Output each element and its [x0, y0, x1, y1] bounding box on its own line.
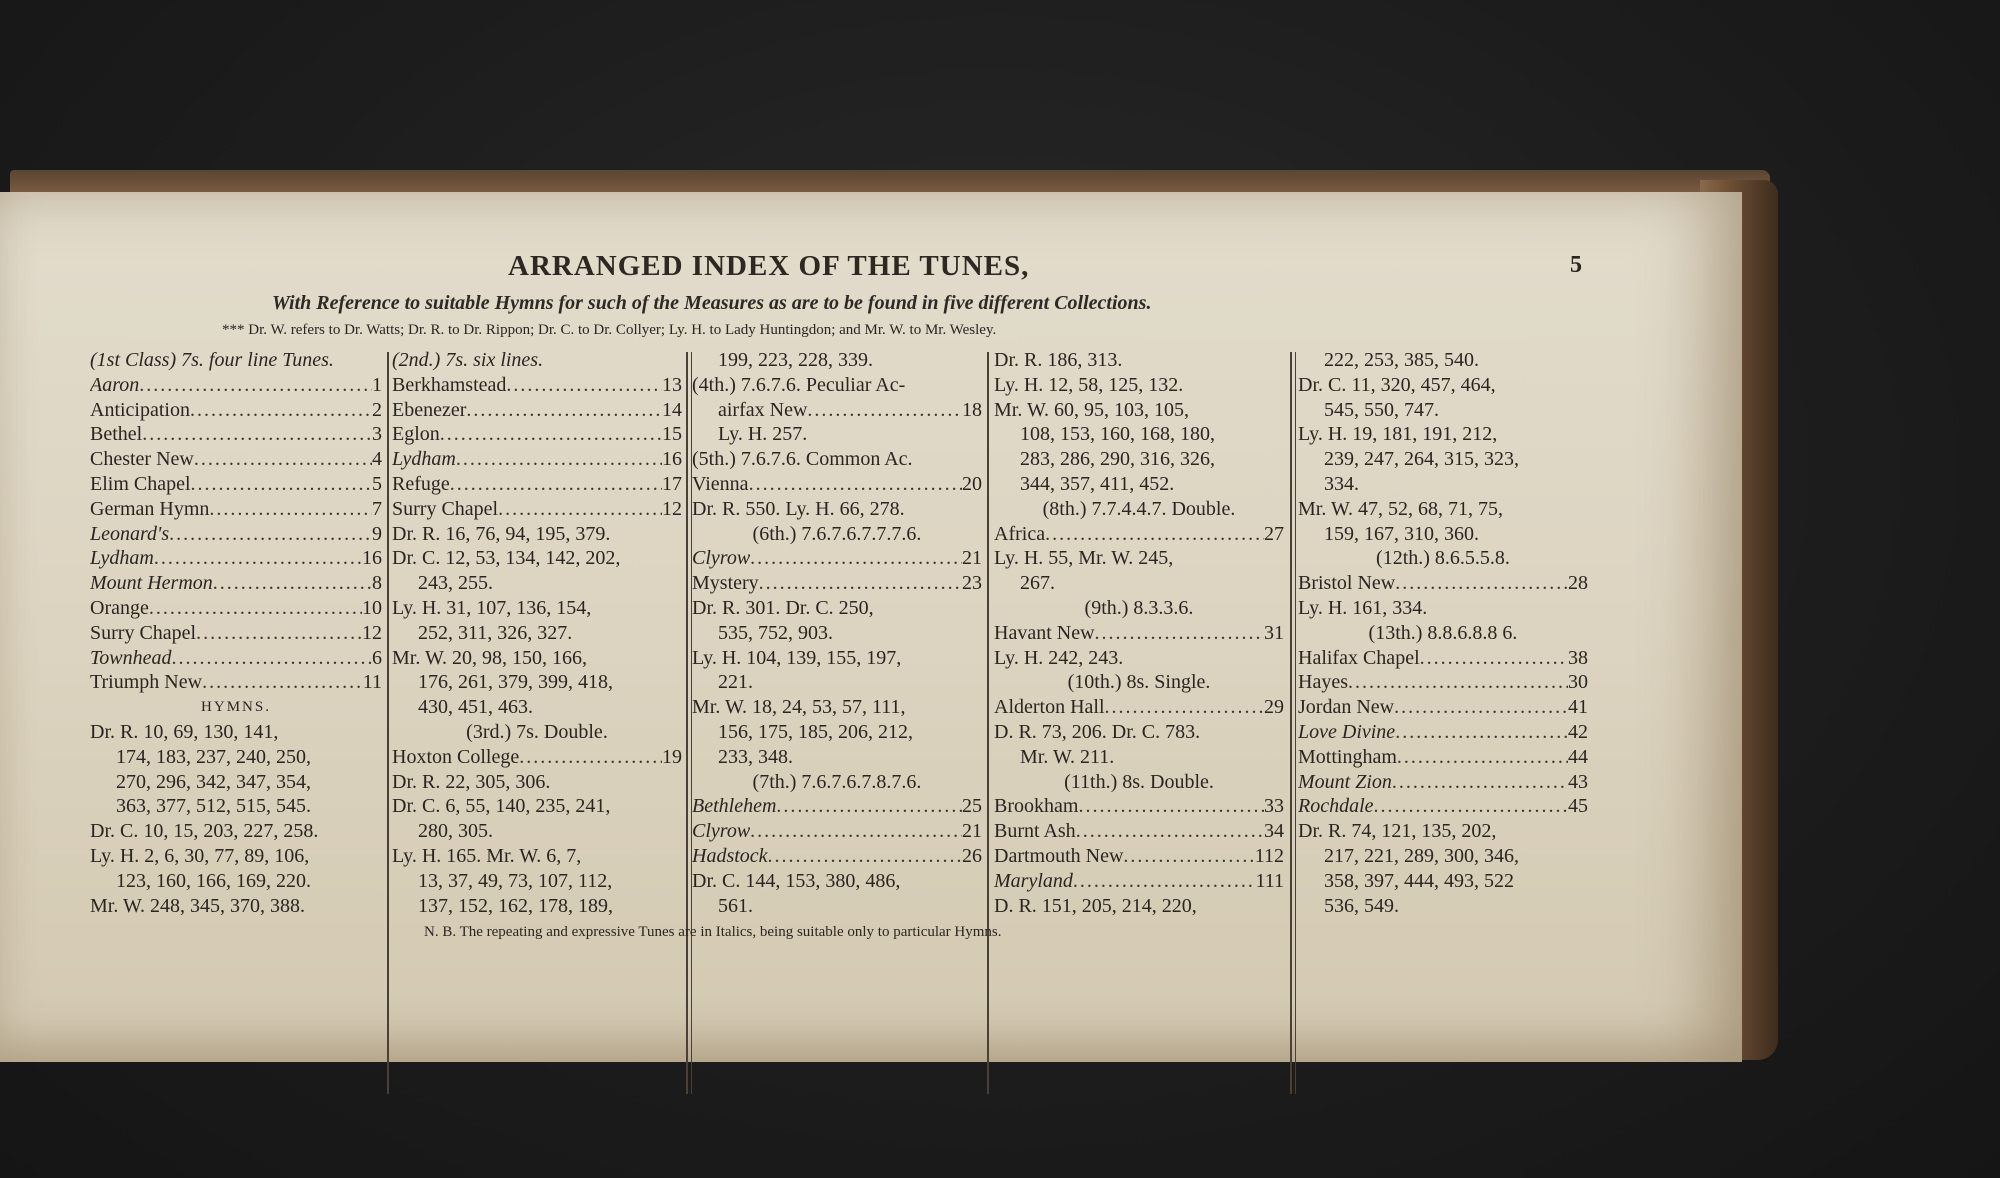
tune-name: Love Divine — [1298, 720, 1396, 743]
hymn-reference: Dr. C. 11, 320, 457, 464, — [1298, 373, 1496, 396]
tune-entry — [90, 646, 382, 671]
leader-dots — [759, 571, 962, 596]
hymn-reference: 13, 37, 49, 73, 107, 112, — [418, 869, 613, 892]
tune-number: 25 — [962, 795, 982, 818]
tune-entry — [994, 794, 1284, 819]
tune-entry — [90, 472, 382, 497]
leader-dots — [149, 596, 362, 621]
leader-dots — [1078, 794, 1264, 819]
column-divider — [1290, 352, 1292, 1094]
tune-number: 38 — [1568, 646, 1588, 669]
hymn-reference: Dr. C. 12, 53, 134, 142, 202, — [392, 547, 621, 570]
leader-dots — [169, 522, 372, 547]
tune-number: 41 — [1568, 696, 1588, 719]
hymn-reference: 363, 377, 512, 515, 545. — [116, 795, 311, 818]
tune-name: Hadstock — [692, 844, 768, 867]
tune-name: Dartmouth New — [994, 844, 1124, 867]
tune-entry — [90, 670, 382, 695]
hymn-reference: 535, 752, 903. — [718, 621, 833, 644]
tune-number: 42 — [1568, 720, 1588, 743]
tune-number: 26 — [962, 844, 982, 867]
tune-number: 12 — [362, 621, 382, 644]
hymn-reference: 233, 348. — [718, 745, 793, 768]
hymn-reference: 267. — [1020, 572, 1055, 595]
hymn-reference: 430, 451, 463. — [418, 696, 533, 719]
leader-dots — [1123, 844, 1254, 869]
hymn-reference: Ly. H. 257. — [718, 423, 808, 446]
hymn-reference: Dr. R. 186, 313. — [994, 349, 1123, 371]
tune-number: 34 — [1264, 820, 1284, 843]
tune-entry — [692, 546, 982, 571]
tune-number: 44 — [1568, 745, 1588, 768]
tune-name: Eglon — [392, 423, 440, 446]
tune-number: 16 — [362, 547, 382, 570]
tune-entry — [90, 546, 382, 571]
tune-name: Refuge — [392, 472, 450, 495]
tune-entry — [692, 819, 982, 844]
tune-name: Leonard's — [90, 522, 170, 545]
tune-entry — [90, 596, 382, 621]
tune-number: 29 — [1264, 696, 1284, 719]
tune-entry — [90, 422, 382, 447]
hymn-reference: Dr. C. 10, 15, 203, 227, 258. — [90, 820, 319, 843]
book-page — [0, 192, 1742, 1062]
tune-entry — [392, 472, 682, 497]
tune-name: Clyrow — [692, 547, 751, 570]
hymn-reference: 137, 152, 162, 178, 189, — [418, 894, 613, 917]
leader-dots — [807, 398, 962, 423]
leader-dots — [776, 794, 962, 819]
leader-dots — [450, 472, 662, 497]
tune-number: 20 — [962, 472, 982, 495]
leader-dots — [139, 373, 372, 398]
tune-entry — [994, 819, 1284, 844]
tune-number: 31 — [1264, 621, 1284, 644]
tune-name: Mottingham — [1298, 745, 1397, 768]
hymn-reference: 283, 286, 290, 316, 326, — [1020, 448, 1215, 471]
hymn-reference: Ly. H. 2, 6, 30, 77, 89, 106, — [90, 844, 310, 867]
tune-number: 5 — [372, 472, 382, 495]
tune-number: 17 — [662, 472, 682, 495]
hymn-reference: 174, 183, 237, 240, 250, — [116, 745, 311, 768]
hymn-reference: Ly. H. 104, 139, 155, 197, — [692, 646, 902, 669]
measure-heading: (12th.) 8.6.5.5.8. — [1376, 547, 1510, 570]
hymns-heading: HYMNS. — [201, 699, 271, 716]
measure-heading: (10th.) 8s. Single. — [1067, 671, 1211, 694]
tune-entry — [90, 373, 382, 398]
tune-name: Bristol New — [1298, 572, 1396, 595]
tune-name: Chester New — [90, 448, 194, 471]
hymn-reference: Ly. H. 165. Mr. W. 6, 7, — [392, 844, 582, 867]
tune-entry — [1298, 646, 1588, 671]
hymn-reference: (5th.) 7.6.7.6. Common Ac. — [692, 448, 913, 471]
index-column-1 — [90, 348, 382, 918]
leader-dots — [519, 745, 662, 770]
measure-heading: (6th.) 7.6.7.6.7.7.7.6. — [752, 522, 922, 545]
tune-name: Townhead — [90, 646, 172, 669]
hymn-reference: 358, 397, 444, 493, 522 — [1324, 869, 1514, 892]
leader-dots — [1395, 571, 1568, 596]
measure-heading: (11th.) 8s. Double. — [1064, 770, 1214, 793]
tune-name: Bethel — [90, 423, 143, 446]
tune-name: Hayes — [1298, 671, 1348, 694]
hymn-reference: (4th.) 7.6.7.6. Peculiar Ac- — [692, 373, 906, 396]
tune-entry — [90, 571, 382, 596]
hymn-reference: 545, 550, 747. — [1324, 398, 1439, 421]
tune-entry — [392, 422, 682, 447]
leader-dots — [172, 646, 372, 671]
leader-dots — [154, 546, 362, 571]
leader-dots — [1095, 621, 1264, 646]
hymn-reference: 199, 223, 228, 339. — [718, 349, 873, 371]
tune-name: Jordan New — [1298, 696, 1395, 719]
measure-heading: (7th.) 7.6.7.6.7.8.7.6. — [752, 770, 922, 793]
leader-dots — [1392, 770, 1568, 795]
tune-number: 12 — [662, 497, 682, 520]
tune-entry — [392, 745, 682, 770]
tune-name: Rochdale — [1298, 795, 1374, 818]
tune-name: Orange — [90, 596, 149, 619]
tune-name: Africa — [994, 522, 1046, 545]
class-heading: (2nd.) 7s. six lines. — [392, 349, 544, 371]
tune-number: 3 — [372, 423, 382, 446]
hymn-reference: D. R. 73, 206. Dr. C. 783. — [994, 720, 1201, 743]
hymn-reference: Mr. W. 20, 98, 150, 166, — [392, 646, 588, 669]
tune-number: 10 — [362, 596, 382, 619]
tune-number: 7 — [372, 497, 382, 520]
hymn-reference: Mr. W. 18, 24, 53, 57, 111, — [692, 696, 906, 719]
class-heading: (1st Class) 7s. four line Tunes. — [90, 349, 334, 371]
tune-number: 30 — [1568, 671, 1588, 694]
leader-dots — [1420, 646, 1568, 671]
index-column-3 — [692, 348, 982, 918]
hymn-reference: 176, 261, 379, 399, 418, — [418, 671, 613, 694]
leader-dots — [768, 844, 962, 869]
hymn-reference: Dr. R. 22, 305, 306. — [392, 770, 551, 793]
tune-number: 33 — [1264, 795, 1284, 818]
tune-entry — [1298, 720, 1588, 745]
tune-name: Surry Chapel — [90, 621, 197, 644]
hymn-reference: Mr. W. 47, 52, 68, 71, 75, — [1298, 497, 1504, 520]
column-divider — [987, 352, 989, 1094]
tune-number: 16 — [662, 448, 682, 471]
tune-name: Vienna — [692, 472, 749, 495]
hymn-reference: 280, 305. — [418, 820, 493, 843]
page-number: 5 — [1570, 252, 1582, 278]
leader-dots — [142, 422, 372, 447]
hymn-reference: 239, 247, 264, 315, 323, — [1324, 448, 1519, 471]
tune-number: 43 — [1568, 770, 1588, 793]
hymn-reference: Dr. R. 74, 121, 135, 202, — [1298, 820, 1497, 843]
tune-entry — [392, 398, 682, 423]
hymn-reference: Dr. R. 550. Ly. H. 66, 278. — [692, 497, 905, 520]
tune-number: 27 — [1264, 522, 1284, 545]
tune-entry — [90, 497, 382, 522]
footnote: N. B. The repeating and expressive Tunes are in Italics, being suitable only to particular Hymns. — [424, 924, 1002, 940]
tune-entry — [392, 497, 682, 522]
tune-number: 112 — [1254, 844, 1284, 867]
leader-dots — [440, 422, 662, 447]
tune-name: Lydham — [90, 547, 154, 570]
measure-heading: (8th.) 7.7.4.4.7. Double. — [1042, 497, 1236, 520]
index-column-4 — [994, 348, 1284, 918]
tune-entry — [1298, 794, 1588, 819]
tune-name: Bethlehem — [692, 795, 777, 818]
leader-dots — [196, 621, 362, 646]
tune-entry — [692, 844, 982, 869]
tune-name: Berkhamstead — [392, 373, 507, 396]
hymn-reference: 561. — [718, 894, 753, 917]
hymn-reference: Ly. H. 12, 58, 125, 132. — [994, 373, 1184, 396]
tune-name: Anticipation — [90, 398, 190, 421]
tune-name: Lydham — [392, 448, 456, 471]
leader-dots — [1395, 720, 1568, 745]
leader-dots — [1397, 745, 1568, 770]
tune-number: 111 — [1255, 869, 1284, 892]
hymn-reference: Mr. W. 60, 95, 103, 105, — [994, 398, 1190, 421]
tune-name: Burnt Ash — [994, 820, 1076, 843]
hymn-reference: 217, 221, 289, 300, 346, — [1324, 844, 1519, 867]
hymn-reference: 344, 357, 411, 452. — [1020, 472, 1175, 495]
hymn-reference: D. R. 151, 205, 214, 220, — [994, 894, 1197, 917]
tune-name: Mount Hermon — [90, 572, 213, 595]
tune-entry — [994, 522, 1284, 547]
tune-entry — [90, 447, 382, 472]
tune-name: Mount Zion — [1298, 770, 1392, 793]
page-title: ARRANGED INDEX OF THE TUNES, — [508, 250, 1030, 282]
hymn-reference: Dr. R. 10, 69, 130, 141, — [90, 720, 279, 743]
index-column-2 — [392, 348, 682, 918]
tune-entry — [1298, 745, 1588, 770]
tune-name: Halifax Chapel — [1298, 646, 1420, 669]
tune-name: German Hymn — [90, 497, 210, 520]
tune-name: Brookham — [994, 795, 1079, 818]
leader-dots — [213, 571, 372, 596]
tune-number: 13 — [662, 373, 682, 396]
measure-heading: (13th.) 8.8.6.8.8 6. — [1368, 621, 1518, 644]
hymn-reference: Ly. H. 31, 107, 136, 154, — [392, 596, 592, 619]
leader-dots — [1045, 522, 1264, 547]
hymn-reference: 536, 549. — [1324, 894, 1399, 917]
tune-number: 14 — [662, 398, 682, 421]
leader-dots — [1076, 819, 1264, 844]
tune-entry — [90, 398, 382, 423]
tune-name: Ebenezer — [392, 398, 467, 421]
hymn-reference: Dr. C. 144, 153, 380, 486, — [692, 869, 901, 892]
hymn-reference: Mr. W. 248, 345, 370, 388. — [90, 894, 306, 917]
leader-dots — [1105, 695, 1264, 720]
hymn-reference: Ly. H. 55, Mr. W. 245, — [994, 547, 1174, 570]
hymn-reference: Dr. C. 6, 55, 140, 235, 241, — [392, 795, 611, 818]
tune-entry — [392, 373, 682, 398]
tune-name: Alderton Hall — [994, 696, 1105, 719]
tune-entry — [90, 522, 382, 547]
tune-number: 28 — [1568, 572, 1588, 595]
tune-entry — [392, 447, 682, 472]
tune-number: 45 — [1568, 795, 1588, 818]
tune-number: 8 — [372, 572, 382, 595]
hymn-reference: 123, 160, 166, 169, 220. — [116, 869, 311, 892]
tune-number: 4 — [372, 448, 382, 471]
leader-dots — [191, 472, 372, 497]
tune-number: 19 — [662, 745, 682, 768]
hymn-reference: 108, 153, 160, 168, 180, — [1020, 423, 1215, 446]
tune-number: 1 — [372, 373, 382, 396]
tune-name: Elim Chapel — [90, 472, 191, 495]
tune-number: 18 — [962, 398, 982, 421]
leader-dots — [750, 546, 962, 571]
hymn-reference: Dr. R. 301. Dr. C. 250, — [692, 596, 874, 619]
leader-dots — [1374, 794, 1568, 819]
tune-name: Hoxton College — [392, 745, 520, 768]
leader-dots — [190, 398, 372, 423]
hymn-reference: Ly. H. 242, 243. — [994, 646, 1124, 669]
hymn-reference: 221. — [718, 671, 753, 694]
hymn-reference: 252, 311, 326, 327. — [418, 621, 573, 644]
leader-dots — [209, 497, 372, 522]
hymn-reference: 159, 167, 310, 360. — [1324, 522, 1479, 545]
tune-name: Maryland — [994, 869, 1073, 892]
leader-dots — [456, 447, 662, 472]
tune-number: 6 — [372, 646, 382, 669]
index-column-5 — [1298, 348, 1588, 918]
tune-entry — [692, 472, 982, 497]
tune-name: Havant New — [994, 621, 1095, 644]
hymn-reference: 222, 253, 385, 540. — [1324, 349, 1479, 371]
leader-dots — [750, 819, 962, 844]
tune-number: 2 — [372, 398, 382, 421]
measure-heading: (9th.) 8.3.3.6. — [1084, 596, 1194, 619]
leader-dots — [1348, 670, 1568, 695]
hymn-reference: 243, 255. — [418, 572, 493, 595]
leader-dots — [194, 447, 372, 472]
tune-entry — [692, 571, 982, 596]
leader-dots — [506, 373, 662, 398]
tune-name: Surry Chapel — [392, 497, 499, 520]
tune-entry — [994, 695, 1284, 720]
tune-number: 9 — [372, 522, 382, 545]
tune-entry — [90, 621, 382, 646]
tune-entry — [994, 844, 1284, 869]
page-subtitle: With Reference to suitable Hymns for such of the Measures as are to be found in five different Collections. — [272, 292, 1152, 314]
leader-dots — [749, 472, 962, 497]
tune-name: Mystery — [692, 572, 759, 595]
leader-dots — [1073, 869, 1256, 894]
abbreviations-note: *** Dr. W. refers to Dr. Watts; Dr. R. to Dr. Rippon; Dr. C. to Dr. Collyer; Ly. H. to Lady Huntingdon; and Mr. W. to Mr. Wesley. — [222, 322, 997, 338]
hymn-reference: 156, 175, 185, 206, 212, — [718, 720, 913, 743]
tune-entry — [1298, 695, 1588, 720]
tune-entry — [1298, 770, 1588, 795]
tune-entry — [692, 794, 982, 819]
column-divider — [686, 352, 688, 1094]
tune-name: airfax New — [718, 398, 808, 421]
hymn-reference: Mr. W. 211. — [1020, 745, 1115, 768]
leader-dots — [466, 398, 662, 423]
tune-number: 23 — [962, 572, 982, 595]
tune-number: 15 — [662, 423, 682, 446]
column-divider — [387, 352, 389, 1094]
hymn-reference: Ly. H. 161, 334. — [1298, 596, 1428, 619]
leader-dots — [1394, 695, 1568, 720]
tune-name: Aaron — [90, 373, 140, 396]
tune-entry — [1298, 670, 1588, 695]
hymn-reference: Ly. H. 19, 181, 191, 212, — [1298, 423, 1498, 446]
measure-heading: (3rd.) 7s. Double. — [466, 720, 608, 743]
leader-dots — [498, 497, 662, 522]
hymn-reference: 334. — [1324, 472, 1359, 495]
tune-entry — [994, 621, 1284, 646]
tune-entry — [1298, 571, 1588, 596]
tune-entry — [692, 398, 982, 423]
hymn-reference: 270, 296, 342, 347, 354, — [116, 770, 311, 793]
tune-number: 21 — [962, 547, 982, 570]
tune-number: 11 — [362, 671, 382, 694]
leader-dots — [202, 670, 363, 695]
tune-number: 21 — [962, 820, 982, 843]
tune-name: Clyrow — [692, 820, 751, 843]
tune-name: Triumph New — [90, 671, 203, 694]
tune-entry — [994, 869, 1284, 894]
hymn-reference: Dr. R. 16, 76, 94, 195, 379. — [392, 522, 611, 545]
